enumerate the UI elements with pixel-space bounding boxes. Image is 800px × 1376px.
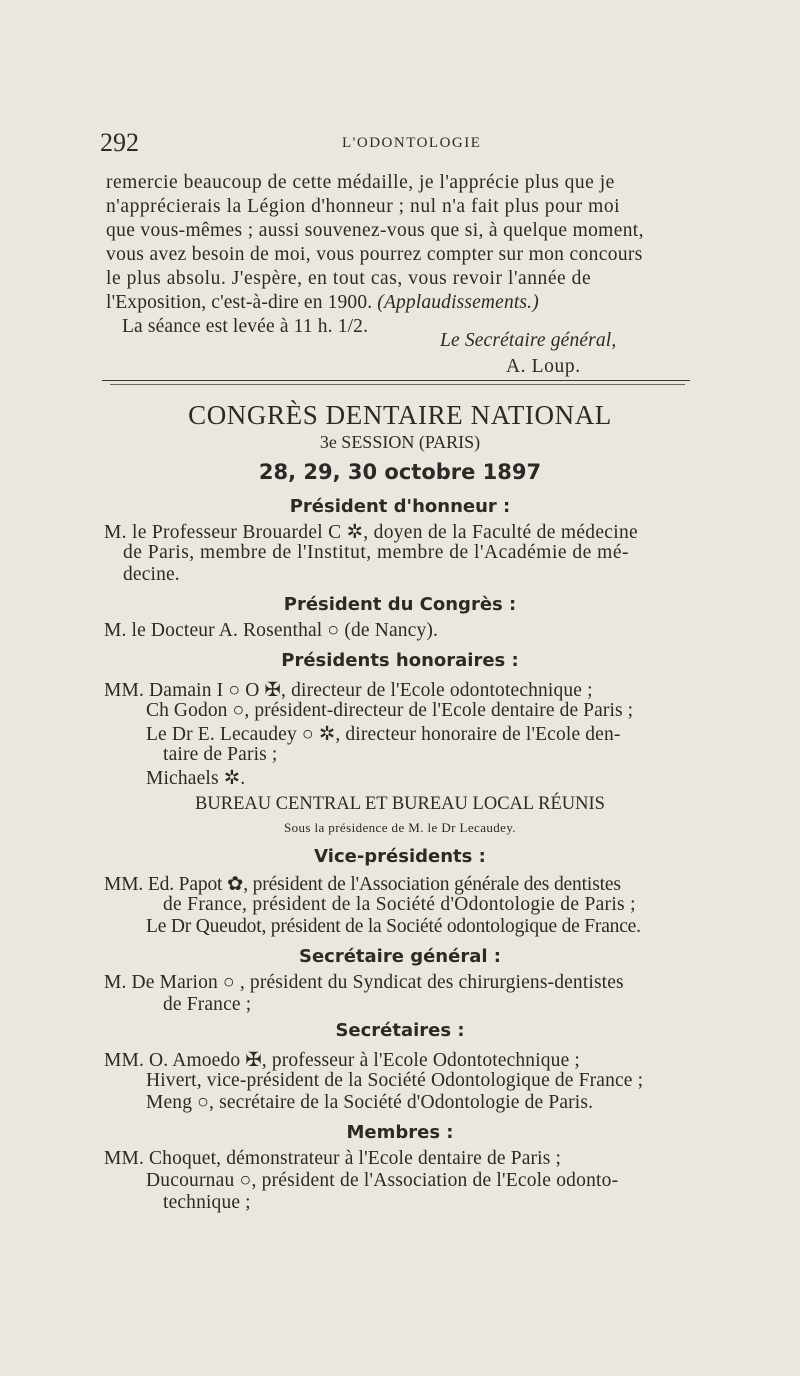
heading-secretaire-general: Secrétaire général : (299, 946, 501, 967)
presidents-honoraires-line: taire de Paris ; (163, 744, 278, 765)
membres-line: MM. Choquet, démonstrateur à l'Ecole dentaire de Paris ; (104, 1148, 562, 1169)
secretaire-general-line: de France ; (163, 994, 252, 1015)
intro-line: le plus absolu. J'espère, en tout cas, vous revoir l'année de (106, 268, 592, 289)
presidents-honoraires-line: Michaels ✲. (146, 768, 246, 789)
heading-president-congres: Président du Congrès : (283, 594, 517, 615)
intro-line: La séance est levée à 11 h. 1/2. (122, 316, 369, 337)
president-congres-line: M. le Docteur A. Rosenthal ○ (de Nancy). (104, 620, 439, 641)
intro-line: remercie beaucoup de cette médaille, je l'apprécie plus que je (106, 172, 615, 193)
president-honneur-line: M. le Professeur Brouardel C ✲, doyen de la Faculté de médecine (104, 522, 638, 543)
president-honneur-line: decine. (123, 564, 180, 585)
heading-vice-presidents: Vice-présidents : (314, 846, 486, 867)
applause-note: (Applaudissements.) (377, 292, 539, 313)
congress-session: 3e SESSION (PARIS) (319, 432, 481, 452)
congress-dates: 28, 29, 30 octobre 1897 (258, 460, 542, 484)
secretaire-general-line: M. De Marion ○ , président du Syndicat des chirurgiens-dentistes (104, 972, 624, 993)
secretaires-line: Hivert, vice-président de la Société Odontologique de France ; (146, 1070, 644, 1091)
intro-line: vous avez besoin de moi, vous pourrez compter sur mon concours (106, 244, 643, 265)
vice-presidents-line: de France, président de la Société d'Odontologie de Paris ; (163, 894, 636, 915)
signature-title: Le Secrétaire général, (440, 330, 617, 351)
heading-presidents-honoraires: Présidents honoraires : (281, 650, 519, 671)
secretaires-line: MM. O. Amoedo ✠, professeur à l'Ecole Odontotechnique ; (104, 1050, 580, 1071)
intro-line: que vous-mêmes ; aussi souvenez-vous que si, à quelque moment, (106, 220, 644, 241)
heading-president-honneur: Président d'honneur : (289, 496, 511, 517)
bureau-presidence: Sous la présidence de M. le Dr Lecaudey. (283, 820, 517, 835)
vice-presidents-line: Le Dr Queudot, président de la Société odontologique de France. (146, 916, 641, 937)
signature-name: A. Loup. (506, 356, 581, 377)
presidents-honoraires-line: Le Dr E. Lecaudey ○ ✲, directeur honoraire de l'Ecole den- (146, 724, 621, 745)
heading-secretaires: Secrétaires : (335, 1020, 465, 1041)
section-divider-thin (110, 384, 685, 385)
membres-line: Ducournau ○, président de l'Association de l'Ecole odonto- (146, 1170, 619, 1191)
intro-text: l'Exposition, c'est-à-dire en 1900. (106, 292, 373, 313)
presidents-honoraires-line: Ch Godon ○, président-directeur de l'Ecole dentaire de Paris ; (146, 700, 634, 721)
congress-title: CONGRÈS DENTAIRE NATIONAL (188, 400, 612, 430)
section-divider (102, 380, 690, 381)
intro-line: n'apprécierais la Légion d'honneur ; nul n'a fait plus pour moi (106, 196, 621, 217)
page-number: 292 (100, 128, 139, 157)
intro-line (106, 292, 539, 314)
membres-line: technique ; (163, 1192, 251, 1213)
secretaires-line: Meng ○, secrétaire de la Société d'Odontologie de Paris. (146, 1092, 594, 1113)
bureau-title: BUREAU CENTRAL ET BUREAU LOCAL RÉUNIS (195, 794, 605, 814)
president-honneur-line: de Paris, membre de l'Institut, membre de l'Académie de mé- (123, 542, 629, 563)
vice-presidents-line: MM. Ed. Papot ✿, président de l'Association générale des dentistes (104, 874, 621, 895)
running-title: L'ODONTOLOGIE (342, 135, 482, 151)
heading-membres: Membres : (346, 1122, 454, 1143)
presidents-honoraires-line: MM. Damain I ○ O ✠, directeur de l'Ecole odontotechnique ; (104, 680, 593, 701)
